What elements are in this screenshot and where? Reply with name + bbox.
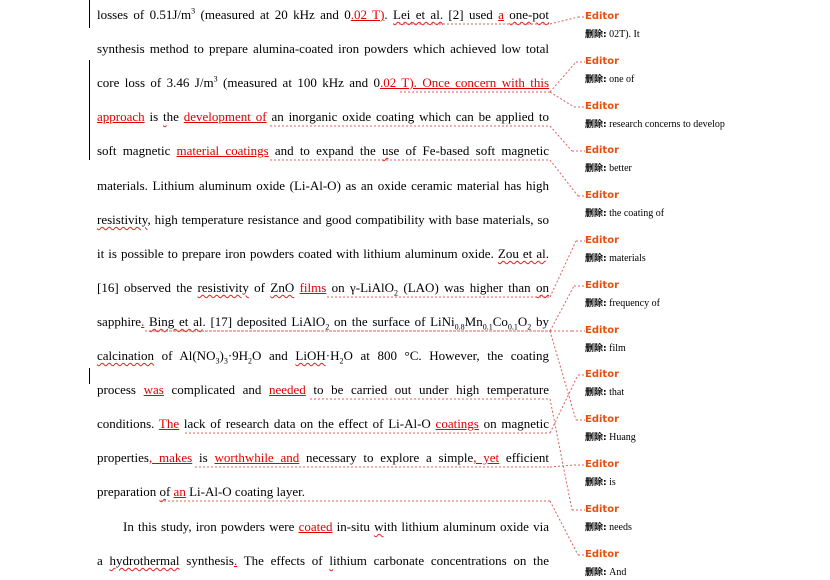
text-run: O and bbox=[252, 348, 296, 363]
spelling-flag: LiOH bbox=[295, 348, 326, 363]
balloon-author: Editor bbox=[585, 190, 619, 201]
deletion-label: 删除: bbox=[585, 209, 607, 219]
deleted-text: materials bbox=[606, 253, 646, 264]
spelling-flag: resistivity bbox=[97, 212, 148, 227]
deleted-text: 02T). It bbox=[606, 29, 640, 40]
text-run: , high temperature resistance and good compatibility with base materials, so bbox=[147, 212, 549, 227]
spelling-flag: Lei et al. bbox=[393, 7, 444, 22]
text-run: 2 bbox=[394, 288, 399, 298]
leader-line-segment bbox=[550, 17, 578, 24]
spelling-flag: o bbox=[159, 484, 166, 499]
leader-line-segment bbox=[550, 286, 574, 331]
text-run: lack of research data on the effect of Li-Al-O bbox=[179, 416, 436, 431]
tracked-insertion: .02 T) bbox=[350, 7, 385, 22]
spelling-flag: u bbox=[381, 143, 389, 158]
deletion-balloon[interactable] bbox=[585, 414, 825, 445]
deletion-label: 删除: bbox=[585, 344, 607, 354]
leader-line-segment bbox=[550, 399, 572, 510]
balloon-author: Editor bbox=[585, 459, 619, 470]
text-run: synthesis method to prepare alumina-coated iron powders which achieved low total bbox=[97, 41, 549, 56]
deletion-label: 删除: bbox=[585, 75, 607, 85]
deletion-label: 删除: bbox=[585, 299, 607, 309]
text-run: Mn bbox=[464, 314, 483, 329]
spelling-flag: hydrothermal bbox=[109, 553, 180, 568]
tracked-insertion: The bbox=[158, 416, 180, 431]
tracked-insertion: coatings bbox=[435, 416, 479, 431]
balloon-author: Editor bbox=[585, 369, 619, 380]
text-run: necessary to explore a simple bbox=[299, 450, 474, 465]
text-run: conditions. bbox=[97, 416, 159, 431]
text-run: (LAO) was higher than bbox=[398, 280, 537, 295]
spelling-flag: on bbox=[536, 280, 550, 295]
text-run: O at 800 °C. However, the coating bbox=[343, 348, 549, 363]
deleted-text: one of bbox=[606, 74, 635, 85]
tracked-insertion: needed bbox=[268, 382, 306, 397]
tracked-insertion: films bbox=[299, 280, 327, 295]
text-run: The effects of bbox=[237, 553, 330, 568]
balloon-body bbox=[585, 162, 825, 176]
text-run: process bbox=[97, 382, 144, 397]
balloon-author: Editor bbox=[585, 504, 619, 515]
text-run: losses of 0.51J/m bbox=[97, 7, 192, 22]
balloon-author: Editor bbox=[585, 280, 619, 291]
deleted-text: better bbox=[606, 163, 632, 174]
text-run: properties bbox=[97, 450, 149, 465]
balloon-body bbox=[585, 28, 825, 42]
balloon-body bbox=[585, 73, 825, 87]
tracked-insertion: a bbox=[498, 7, 504, 22]
text-run: he bbox=[166, 109, 184, 124]
text-run: to be carried out under high temperature bbox=[305, 382, 549, 397]
balloon-body bbox=[585, 207, 825, 221]
text-run: [2] used bbox=[443, 7, 499, 22]
text-run: 2 bbox=[248, 356, 253, 366]
text-run: 3 bbox=[215, 356, 220, 366]
deletion-label: 删除: bbox=[585, 523, 607, 533]
deletion-balloon[interactable] bbox=[585, 369, 825, 400]
balloon-body bbox=[585, 297, 825, 311]
text-run: . bbox=[384, 7, 394, 22]
deleted-text: is bbox=[606, 477, 616, 488]
text-run: on γ-LiAlO bbox=[326, 280, 395, 295]
text-run: 2 bbox=[527, 322, 532, 332]
deletion-label: 删除: bbox=[585, 568, 607, 578]
balloon-author: Editor bbox=[585, 549, 619, 560]
tracked-insertion: .02 T). Once concern with this bbox=[379, 75, 550, 90]
deletion-label: 删除: bbox=[585, 388, 607, 398]
text-run: 2 bbox=[339, 356, 344, 366]
text-run: 3 bbox=[213, 74, 218, 84]
tracked-insertion: . bbox=[141, 314, 145, 329]
leader-line-segment bbox=[550, 241, 576, 297]
tracked-insertion: an bbox=[173, 484, 186, 499]
text-run: on magnetic bbox=[478, 416, 549, 431]
deletion-label: 删除: bbox=[585, 478, 607, 488]
spelling-flag: Bing et al bbox=[149, 314, 203, 329]
text-run: (measured at 100 kHz and 0 bbox=[217, 75, 380, 90]
text-run: soft magnetic bbox=[97, 143, 177, 158]
deleted-text: film bbox=[606, 343, 626, 354]
deletion-balloon[interactable] bbox=[585, 101, 825, 132]
text-run: complicated and bbox=[163, 382, 269, 397]
balloon-author: Editor bbox=[585, 414, 619, 425]
deletion-balloon[interactable] bbox=[585, 56, 825, 87]
deletion-balloon[interactable] bbox=[585, 549, 825, 580]
deletion-label: 删除: bbox=[585, 30, 607, 40]
deleted-text: And bbox=[606, 567, 627, 578]
deleted-text: that bbox=[606, 387, 625, 398]
tracked-insertion: . bbox=[233, 553, 238, 568]
deleted-text: the coating of bbox=[606, 208, 665, 219]
tracked-insertion: was bbox=[143, 382, 164, 397]
balloon-body bbox=[585, 476, 825, 490]
text-run: of Al(NO bbox=[154, 348, 216, 363]
deleted-text: research concerns to develop bbox=[606, 119, 725, 130]
text-run: ith lithium aluminum oxide via bbox=[383, 519, 549, 534]
balloon-body bbox=[585, 566, 825, 580]
text-run: it is possible to prepare iron powders coated with lithium aluminum oxide. bbox=[97, 246, 498, 261]
tracked-insertion: worthwhile and bbox=[214, 450, 300, 465]
text-run: se of Fe-based soft magnetic bbox=[388, 143, 549, 158]
text-run: and to expand the bbox=[268, 143, 382, 158]
deletion-balloon[interactable] bbox=[585, 235, 825, 266]
text-run: efficient bbox=[499, 450, 549, 465]
text-run: in-situ bbox=[332, 519, 375, 534]
balloon-body bbox=[585, 431, 825, 445]
balloon-body bbox=[585, 252, 825, 266]
text-run: In this study, iron powders were bbox=[123, 519, 299, 534]
leader-line-segment bbox=[550, 465, 574, 467]
tracked-insertion: coated bbox=[298, 519, 333, 534]
deletion-label: 删除: bbox=[585, 164, 607, 174]
tracked-insertion: , makes bbox=[148, 450, 193, 465]
text-run: ) bbox=[219, 348, 224, 363]
deletion-balloon[interactable] bbox=[585, 325, 825, 356]
balloon-body bbox=[585, 342, 825, 356]
balloon-author: Editor bbox=[585, 11, 619, 22]
spelling-flag: one-pot bbox=[509, 7, 549, 22]
text-run: Co bbox=[492, 314, 508, 329]
balloon-body bbox=[585, 118, 825, 132]
text-run: . bbox=[545, 246, 549, 261]
text-run: is bbox=[192, 450, 215, 465]
tracked-insertion: , yet bbox=[473, 450, 500, 465]
text-run: ·H bbox=[325, 348, 340, 363]
balloon-author: Editor bbox=[585, 325, 619, 336]
leader-line-segment bbox=[550, 501, 578, 555]
text-run: (measured at 20 kHz and 0 bbox=[195, 7, 351, 22]
text-run: of bbox=[248, 280, 271, 295]
text-run: O bbox=[517, 314, 528, 329]
text-run: ithium carbonate concentrations on the bbox=[332, 553, 550, 568]
balloon-author: Editor bbox=[585, 145, 619, 156]
leader-line-segment bbox=[550, 126, 572, 151]
balloon-author: Editor bbox=[585, 56, 619, 67]
text-run: 3 bbox=[223, 356, 228, 366]
leader-line-segment bbox=[550, 375, 578, 433]
text-run: 0.8 bbox=[454, 322, 465, 332]
text-run: 3 bbox=[191, 6, 196, 16]
tracked-insertion: development of bbox=[183, 109, 267, 124]
spelling-flag: Zou et al bbox=[497, 246, 546, 261]
deletion-label: 删除: bbox=[585, 254, 607, 264]
spelling-flag: w bbox=[374, 519, 384, 534]
deletion-balloon[interactable] bbox=[585, 11, 825, 42]
balloon-body bbox=[585, 386, 825, 400]
text-run: preparation bbox=[97, 484, 160, 499]
leader-line-segment bbox=[550, 62, 576, 92]
text-run: ·9H bbox=[227, 348, 249, 363]
text-run: [16] observed the bbox=[97, 280, 198, 295]
balloon-author: Editor bbox=[585, 235, 619, 246]
tracked-insertion: approach bbox=[97, 109, 145, 124]
text-run: synthesis bbox=[179, 553, 234, 568]
balloon-author: Editor bbox=[585, 101, 619, 112]
text-run: a bbox=[97, 553, 110, 568]
spelling-flag: ZnO bbox=[270, 280, 295, 295]
text-run: f bbox=[165, 484, 174, 499]
deleted-text: frequency of bbox=[606, 298, 660, 309]
text-run: 0.1 bbox=[507, 322, 518, 332]
spelling-flag: t bbox=[163, 109, 167, 124]
deletion-label: 删除: bbox=[585, 120, 607, 130]
text-run: Li-Al-O coating layer. bbox=[185, 484, 305, 499]
text-run: by bbox=[531, 314, 550, 329]
deletion-balloon[interactable] bbox=[585, 504, 825, 535]
tracked-insertion: material coatings bbox=[176, 143, 269, 158]
deleted-text: needs bbox=[606, 522, 632, 533]
deletion-balloon[interactable] bbox=[585, 459, 825, 490]
leader-line-segment bbox=[550, 160, 578, 196]
text-run: 2 bbox=[325, 322, 330, 332]
deletion-balloon[interactable] bbox=[585, 280, 825, 311]
text-run: sapphire bbox=[97, 314, 142, 329]
text-run: 0.1 bbox=[482, 322, 493, 332]
text-run: . [17] deposited LiAlO bbox=[202, 314, 326, 329]
balloon-body bbox=[585, 521, 825, 535]
text-run: an inorganic oxide coating which can be applied to bbox=[266, 109, 549, 124]
text-run: materials. Lithium aluminum oxide (Li-Al-O) as an oxide ceramic material has high bbox=[97, 178, 549, 193]
deletion-label: 删除: bbox=[585, 433, 607, 443]
deletion-balloon[interactable] bbox=[585, 145, 825, 176]
text-run: core loss of 3.46 J/m bbox=[97, 75, 214, 90]
deletion-balloon[interactable] bbox=[585, 190, 825, 221]
spelling-flag: resistivity bbox=[197, 280, 249, 295]
spelling-flag: calcination bbox=[97, 348, 155, 363]
deleted-text: Huang bbox=[606, 432, 636, 443]
leader-line-segment bbox=[550, 92, 574, 107]
spelling-flag: l bbox=[329, 553, 333, 568]
text-run: on the surface of LiNi bbox=[329, 314, 455, 329]
text-run: is bbox=[144, 109, 164, 124]
